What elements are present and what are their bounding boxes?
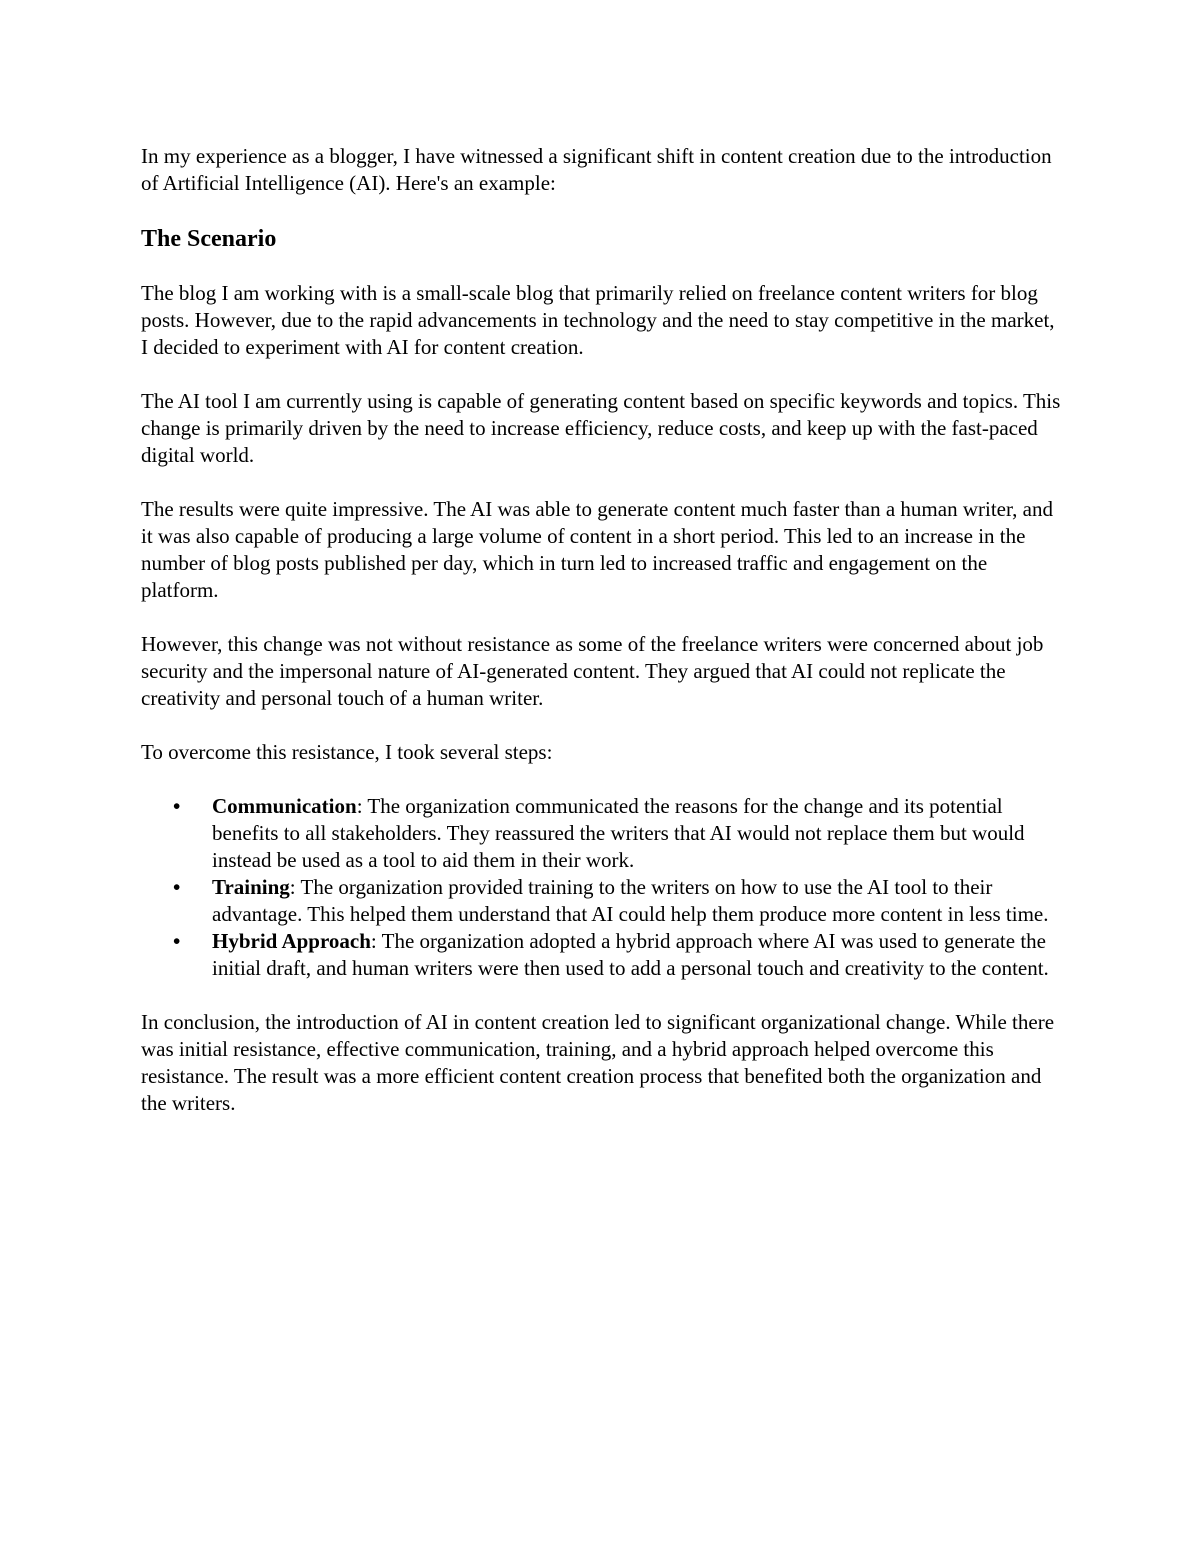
list-item [141,874,1066,928]
step-text: : The organization adopted a hybrid approach where AI was used to generate the initial draft, and human writers were then used to add a personal touch and creativity to the content. [212,929,1049,980]
steps-list [141,793,1066,982]
step-term: Communication [212,794,357,818]
intro-paragraph: In my experience as a blogger, I have witnessed a significant shift in content creation due to the introduction of Artificial Intelligence (AI). Here's an example: [141,144,1052,195]
section-heading: The Scenario [141,226,277,252]
body-paragraph: The results were quite impressive. The AI was able to generate content much faster than a human writer, and it was also capable of producing a large volume of content in a short period. This led to an increase in the number of blog posts published per day, which in turn led to increased traffic and engagement on the platform. [141,497,1053,602]
bullet-icon: • [173,794,181,818]
document-body [141,143,1066,1144]
conclusion-paragraph: In conclusion, the introduction of AI in content creation led to significant organizational change. While there was initial resistance, effective communication, training, and a hybrid approach helped overcome this resistance. The result was a more efficient content creation process that benefited both the organization and the writers. [141,1010,1055,1115]
body-paragraph: The AI tool I am currently using is capable of generating content based on specific keywords and topics. This change is primarily driven by the need to increase efficiency, reduce costs, and keep up with the fast-paced digital world. [141,389,1061,467]
body-paragraph: The blog I am working with is a small-scale blog that primarily relied on freelance content writers for blog posts. However, due to the rapid advancements in technology and the need to stay competitive in the market, I decided to experiment with AI for content creation. [141,281,1055,359]
step-text: : The organization provided training to the writers on how to use the AI tool to their advantage. This helped them understand that AI could help them produce more content in less time. [212,875,1049,926]
step-text: : The organization communicated the reasons for the change and its potential benefits to all stakeholders. They reassured the writers that AI would not replace them but would instead be used as a tool to aid them in their work. [212,794,1025,872]
step-term: Hybrid Approach [212,929,371,953]
body-paragraph: To overcome this resistance, I took several steps: [141,740,553,764]
list-item [141,928,1066,982]
step-term: Training [212,875,290,899]
bullet-icon: • [173,929,181,953]
body-paragraph: However, this change was not without resistance as some of the freelance writers were concerned about job security and the impersonal nature of AI-generated content. They argued that AI could not replicate the creativity and personal touch of a human writer. [141,632,1044,710]
list-item [141,793,1066,874]
bullet-icon: • [173,875,181,899]
